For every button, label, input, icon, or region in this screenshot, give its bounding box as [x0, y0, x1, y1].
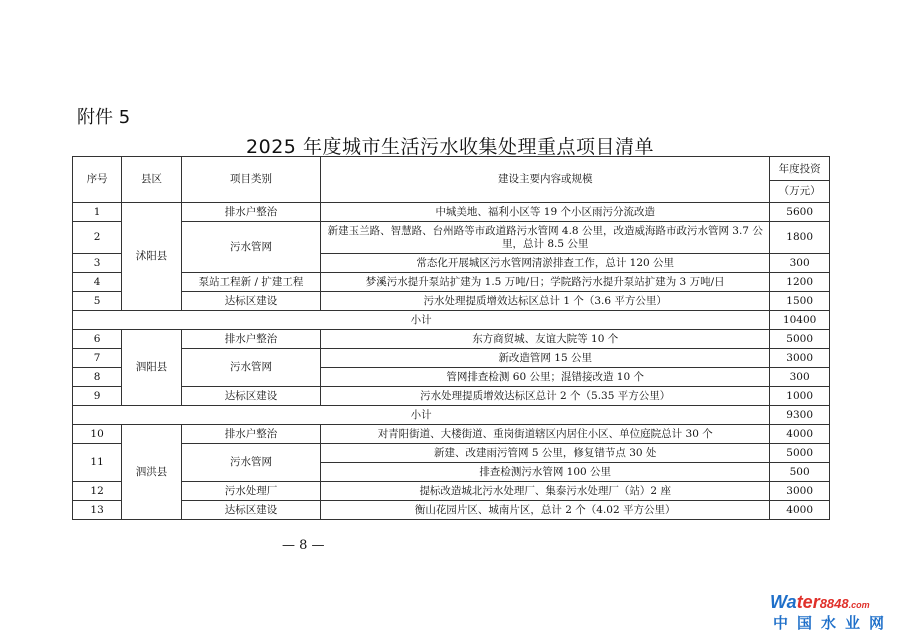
logo-text-ter: ter	[796, 592, 820, 612]
cell-seq: 8	[73, 368, 122, 387]
cell-seq: 5	[73, 292, 122, 311]
cell-content: 污水处理提质增效达标区总计 2 个（5.35 平方公里）	[321, 387, 770, 406]
cell-category: 排水户整治	[181, 425, 320, 444]
table-row	[73, 292, 830, 311]
cell-category: 达标区建设	[181, 387, 320, 406]
cell-investment: 1000	[770, 387, 830, 406]
cell-seq: 12	[73, 482, 122, 501]
cell-county: 泗洪县	[122, 425, 182, 520]
table-row	[73, 203, 830, 222]
cell-county: 沭阳县	[122, 203, 182, 311]
subtotal-value: 9300	[770, 406, 830, 425]
header-investment-line2: （万元）	[778, 184, 821, 197]
logo-text-cn: 中国水业网	[773, 614, 894, 632]
table-header-row	[73, 157, 830, 203]
cell-investment: 4000	[770, 501, 830, 520]
cell-content: 常态化开展城区污水管网清淤排查工作，总计 120 公里	[321, 254, 770, 273]
cell-investment: 1200	[770, 273, 830, 292]
cell-content: 梦溪污水提升泵站扩建为 1.5 万吨/日；学院路污水提升泵站扩建为 3 万吨/日	[321, 273, 770, 292]
cell-investment: 300	[770, 368, 830, 387]
cell-seq: 4	[73, 273, 122, 292]
page-number: — 8 —	[282, 538, 325, 553]
cell-content: 东方商贸城、友谊大院等 10 个	[321, 330, 770, 349]
cell-category: 污水处理厂	[181, 482, 320, 501]
table-row	[73, 387, 830, 406]
cell-seq: 2	[73, 222, 122, 254]
cell-investment: 3000	[770, 349, 830, 368]
logo-text-num: 8848	[819, 596, 849, 611]
cell-category: 达标区建设	[181, 292, 320, 311]
cell-county: 泗阳县	[122, 330, 182, 406]
cell-investment: 4000	[770, 425, 830, 444]
cell-investment: 300	[770, 254, 830, 273]
cell-investment: 3000	[770, 482, 830, 501]
cell-content: 污水处理提质增效达标区总计 1 个（3.6 平方公里）	[321, 292, 770, 311]
cell-content: 新建、改建雨污管网 5 公里，修复错节点 30 处	[321, 444, 770, 463]
cell-seq: 7	[73, 349, 122, 368]
subtotal-value: 10400	[770, 311, 830, 330]
cell-seq: 3	[73, 254, 122, 273]
cell-investment: 5000	[770, 330, 830, 349]
cell-content: 管网排查检测 60 公里；混错接改造 10 个	[321, 368, 770, 387]
logo-wordmark	[770, 592, 870, 613]
table-row	[73, 349, 830, 368]
cell-investment: 500	[770, 463, 830, 482]
logo-text-wa: Wa	[770, 592, 797, 612]
cell-investment: 5000	[770, 444, 830, 463]
table-row	[73, 273, 830, 292]
cell-seq: 10	[73, 425, 122, 444]
header-seq: 序号	[73, 157, 122, 203]
cell-investment: 1800	[770, 222, 830, 254]
table-row	[73, 482, 830, 501]
table-row	[73, 222, 830, 254]
cell-category: 污水管网	[181, 444, 320, 482]
water8848-logo	[770, 592, 895, 632]
table-row	[73, 330, 830, 349]
cell-investment: 5600	[770, 203, 830, 222]
subtotal-row	[73, 311, 830, 330]
header-county: 县区	[122, 157, 182, 203]
cell-content: 衡山花园片区、城南片区，总计 2 个（4.02 平方公里）	[321, 501, 770, 520]
table-row	[73, 444, 830, 463]
cell-category: 泵站工程新 / 扩建工程	[181, 273, 320, 292]
project-table	[72, 156, 830, 520]
table-row	[73, 425, 830, 444]
cell-content: 对青阳街道、大楼街道、重岗街道辖区内居住小区、单位庭院总计 30 个	[321, 425, 770, 444]
attachment-label: 附件 5	[77, 107, 131, 128]
cell-content: 排查检测污水管网 100 公里	[321, 463, 770, 482]
cell-seq: 13	[73, 501, 122, 520]
cell-investment: 1500	[770, 292, 830, 311]
cell-content: 提标改造城北污水处理厂、集泰污水处理厂（站）2 座	[321, 482, 770, 501]
logo-text-com: .com	[848, 600, 870, 610]
cell-category: 排水户整治	[181, 203, 320, 222]
cell-category: 达标区建设	[181, 501, 320, 520]
subtotal-label: 小计	[73, 311, 770, 330]
cell-seq: 1	[73, 203, 122, 222]
cell-content: 新改造管网 15 公里	[321, 349, 770, 368]
page-title: 2025 年度城市生活污水收集处理重点项目清单	[246, 136, 654, 158]
cell-content: 新建玉兰路、智慧路、台州路等市政道路污水管网 4.8 公里，改造威海路市政污水管网 3.7 公里，总计 8.5 公里	[321, 222, 770, 254]
cell-content: 中城美地、福利小区等 19 个小区雨污分流改造	[321, 203, 770, 222]
cell-category: 污水管网	[181, 349, 320, 387]
cell-seq: 11	[73, 444, 122, 482]
table-row	[73, 501, 830, 520]
cell-category: 污水管网	[181, 222, 320, 273]
cell-seq: 9	[73, 387, 122, 406]
header-category: 项目类别	[181, 157, 320, 203]
header-investment	[770, 157, 830, 203]
header-investment-line1: 年度投资	[770, 160, 829, 181]
subtotal-label: 小计	[73, 406, 770, 425]
subtotal-row	[73, 406, 830, 425]
cell-seq: 6	[73, 330, 122, 349]
header-content: 建设主要内容或规模	[321, 157, 770, 203]
cell-category: 排水户整治	[181, 330, 320, 349]
